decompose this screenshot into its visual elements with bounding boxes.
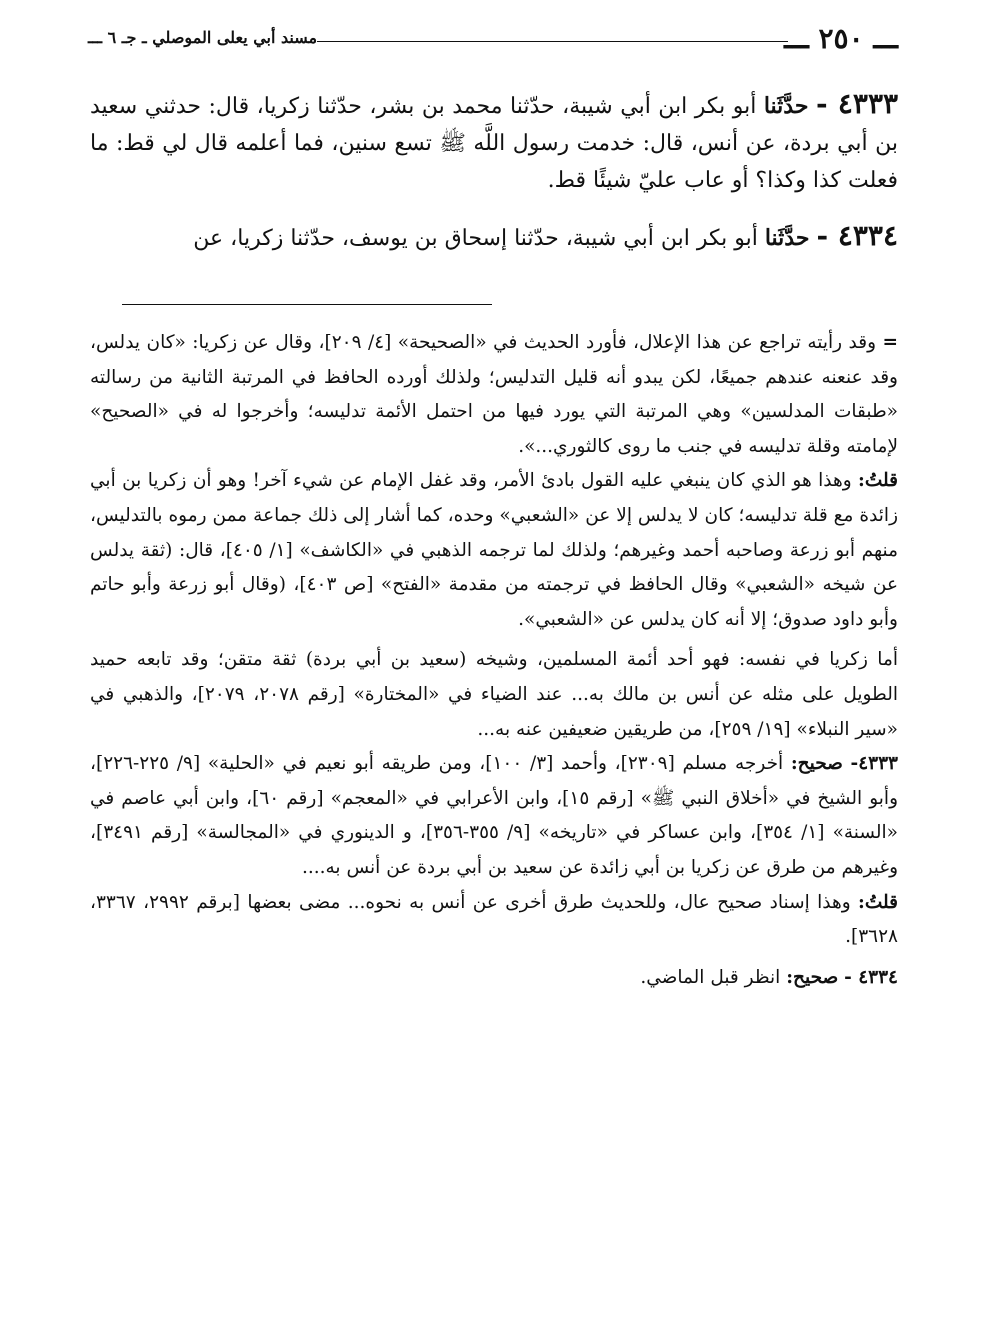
- footnote-lead: قلتُ:: [858, 891, 899, 913]
- hadith-text: أبو بكر ابن أبي شيبة، حدّثنا محمد بن بشر، حدّثنا زكريا، قال: حدثني سعيد بن أبي بردة، عن أنس، قال: خدمت رسول اللَّه ﷺ تسع سنين، فما أعلمه قال لي قط: ما فعلت كذا وكذا؟ أو عاب عليّ شيئًا قط.: [90, 94, 898, 193]
- footnote-separator: [122, 304, 492, 305]
- footnote-text: أخرجه مسلم [٢٣٠٩]، وأحمد [٣/ ١٠٠]، ومن طريقه أبو نعيم في «الحلية» [٩/ ٢٢٥-٢٢٦]، وأبو الشيخ في «أخلاق النبي ﷺ» [رقم ١٥]، وابن الأعرابي في «المعجم» [رقم ٦٠]، وابن أبي عاصم في «السنة» [١/ ٣٥٤]، وابن عساكر في «تاريخه» [٩/ ٣٥٥-٣٥٦]، و الدينوري في «المجالسة» [رقم ٣٤٩١]، وغيرهم من طرق عن زكريا بن أبي زائدة عن سعيد بن أبي بردة عن أنس به....: [90, 753, 899, 878]
- footnotes: [90, 326, 898, 995]
- continuation-marker: =: [882, 332, 898, 353]
- hadith-opening: حدَّثَنا: [764, 225, 810, 251]
- footnote-narrator: [90, 643, 898, 747]
- hadith-number: ٤٣٣٣ -: [815, 87, 899, 120]
- footnote-4333: [90, 747, 898, 885]
- hadith-4334: [90, 217, 898, 257]
- hadith-4333: [90, 85, 898, 199]
- footnote-text: وهذا هو الذي كان ينبغي عليه القول بادئ الأمر، وقد غفل الإمام عن شيء آخر! وهو أن زكريا بن أبي زائدة مع قلة تدليسه؛ كان لا يدلس إلا عن «الشعبي» وحده، كما أشار إلى ذلك جماعة ممن رموه بالتدليس، منهم أبو زرعة وصاحبه أحمد وغيرهم؛ ولذلك لما ترجمه الذهبي في «الكاشف» [١/ ٤٠٥]، قال: (ثقة يدلس عن شيخه «الشعبي» وقال الحافظ في ترجمته من مقدمة «الفتح» [ص ٤٠٣]، (وقال أبو زرعة وأبو حاتم وأبو داود صدوق؛ إلا أنه كان يدلس عن «الشعبي».: [90, 470, 898, 630]
- main-text: [90, 85, 898, 275]
- grade-label: صحيح:: [786, 966, 839, 988]
- footnote-4334: [90, 961, 898, 996]
- footnote-comment: [90, 464, 898, 637]
- footnote-number: ٤٣٣٤ -: [844, 966, 898, 988]
- footnote-text: انظر قبل الماضي.: [640, 966, 781, 988]
- running-head: [88, 22, 898, 58]
- footnote-text: وهذا إسناد صحيح عال، وللحديث طرق أخرى عن أنس به نحوه... مضى بعضها [برقم ٢٩٩٢، ٣٣٦٧، ٣٦٢٨].: [90, 891, 898, 948]
- footnote-number: ٤٣٣٣-: [850, 753, 898, 775]
- book-title: مسند أبي يعلى الموصلي ـ جـ ٦ ـــ: [88, 28, 318, 47]
- grade-label: صحيح:: [790, 753, 843, 775]
- hadith-text: أبو بكر ابن أبي شيبة، حدّثنا إسحاق بن يوسف، حدّثنا زكريا، عن: [193, 226, 758, 251]
- page-number: ـــ ٢٥٠ ـــ: [784, 22, 898, 55]
- footnote-continuation: [90, 326, 898, 464]
- footnote-text: أما زكريا في نفسه: فهو أحد أئمة المسلمين، وشيخه (سعيد بن أبي بردة) ثقة متقن؛ وقد تابعه حميد الطويل على مثله عن أنس بن مالك به... عند الضياء في «المختارة» [رقم ٢٠٧٨، ٢٠٧٩]، والذهبي في «سير النبلاء» [١٩/ ٢٥٩]، من طريقين ضعيفين عنه به...: [90, 649, 898, 740]
- footnote-text: وقد رأيته تراجع عن هذا الإعلال، فأورد الحديث في «الصحيحة» [٤/ ٢٠٩]، وقال عن زكريا: «كان يدلس، وقد عنعنه عندهم جميعًا، لكن يبدو أنه قليل التدليس؛ ولذلك أورده الحافظ في المرتبة الثانية من رسالته «طبقات المدلسين» وهي المرتبة التي يورد فيها من احتمل الأئمة تدليسه؛ وأخرجوا له في «الصحيح» لإمامته وقلة تدليسه في جنب ما روى كالثوري...».: [90, 332, 898, 457]
- hadith-number: ٤٣٣٤ -: [816, 219, 898, 252]
- hadith-opening: حدَّثَنا: [763, 93, 809, 119]
- footnote-lead: قلتُ:: [858, 470, 898, 492]
- footnote-comment-2: [90, 886, 898, 955]
